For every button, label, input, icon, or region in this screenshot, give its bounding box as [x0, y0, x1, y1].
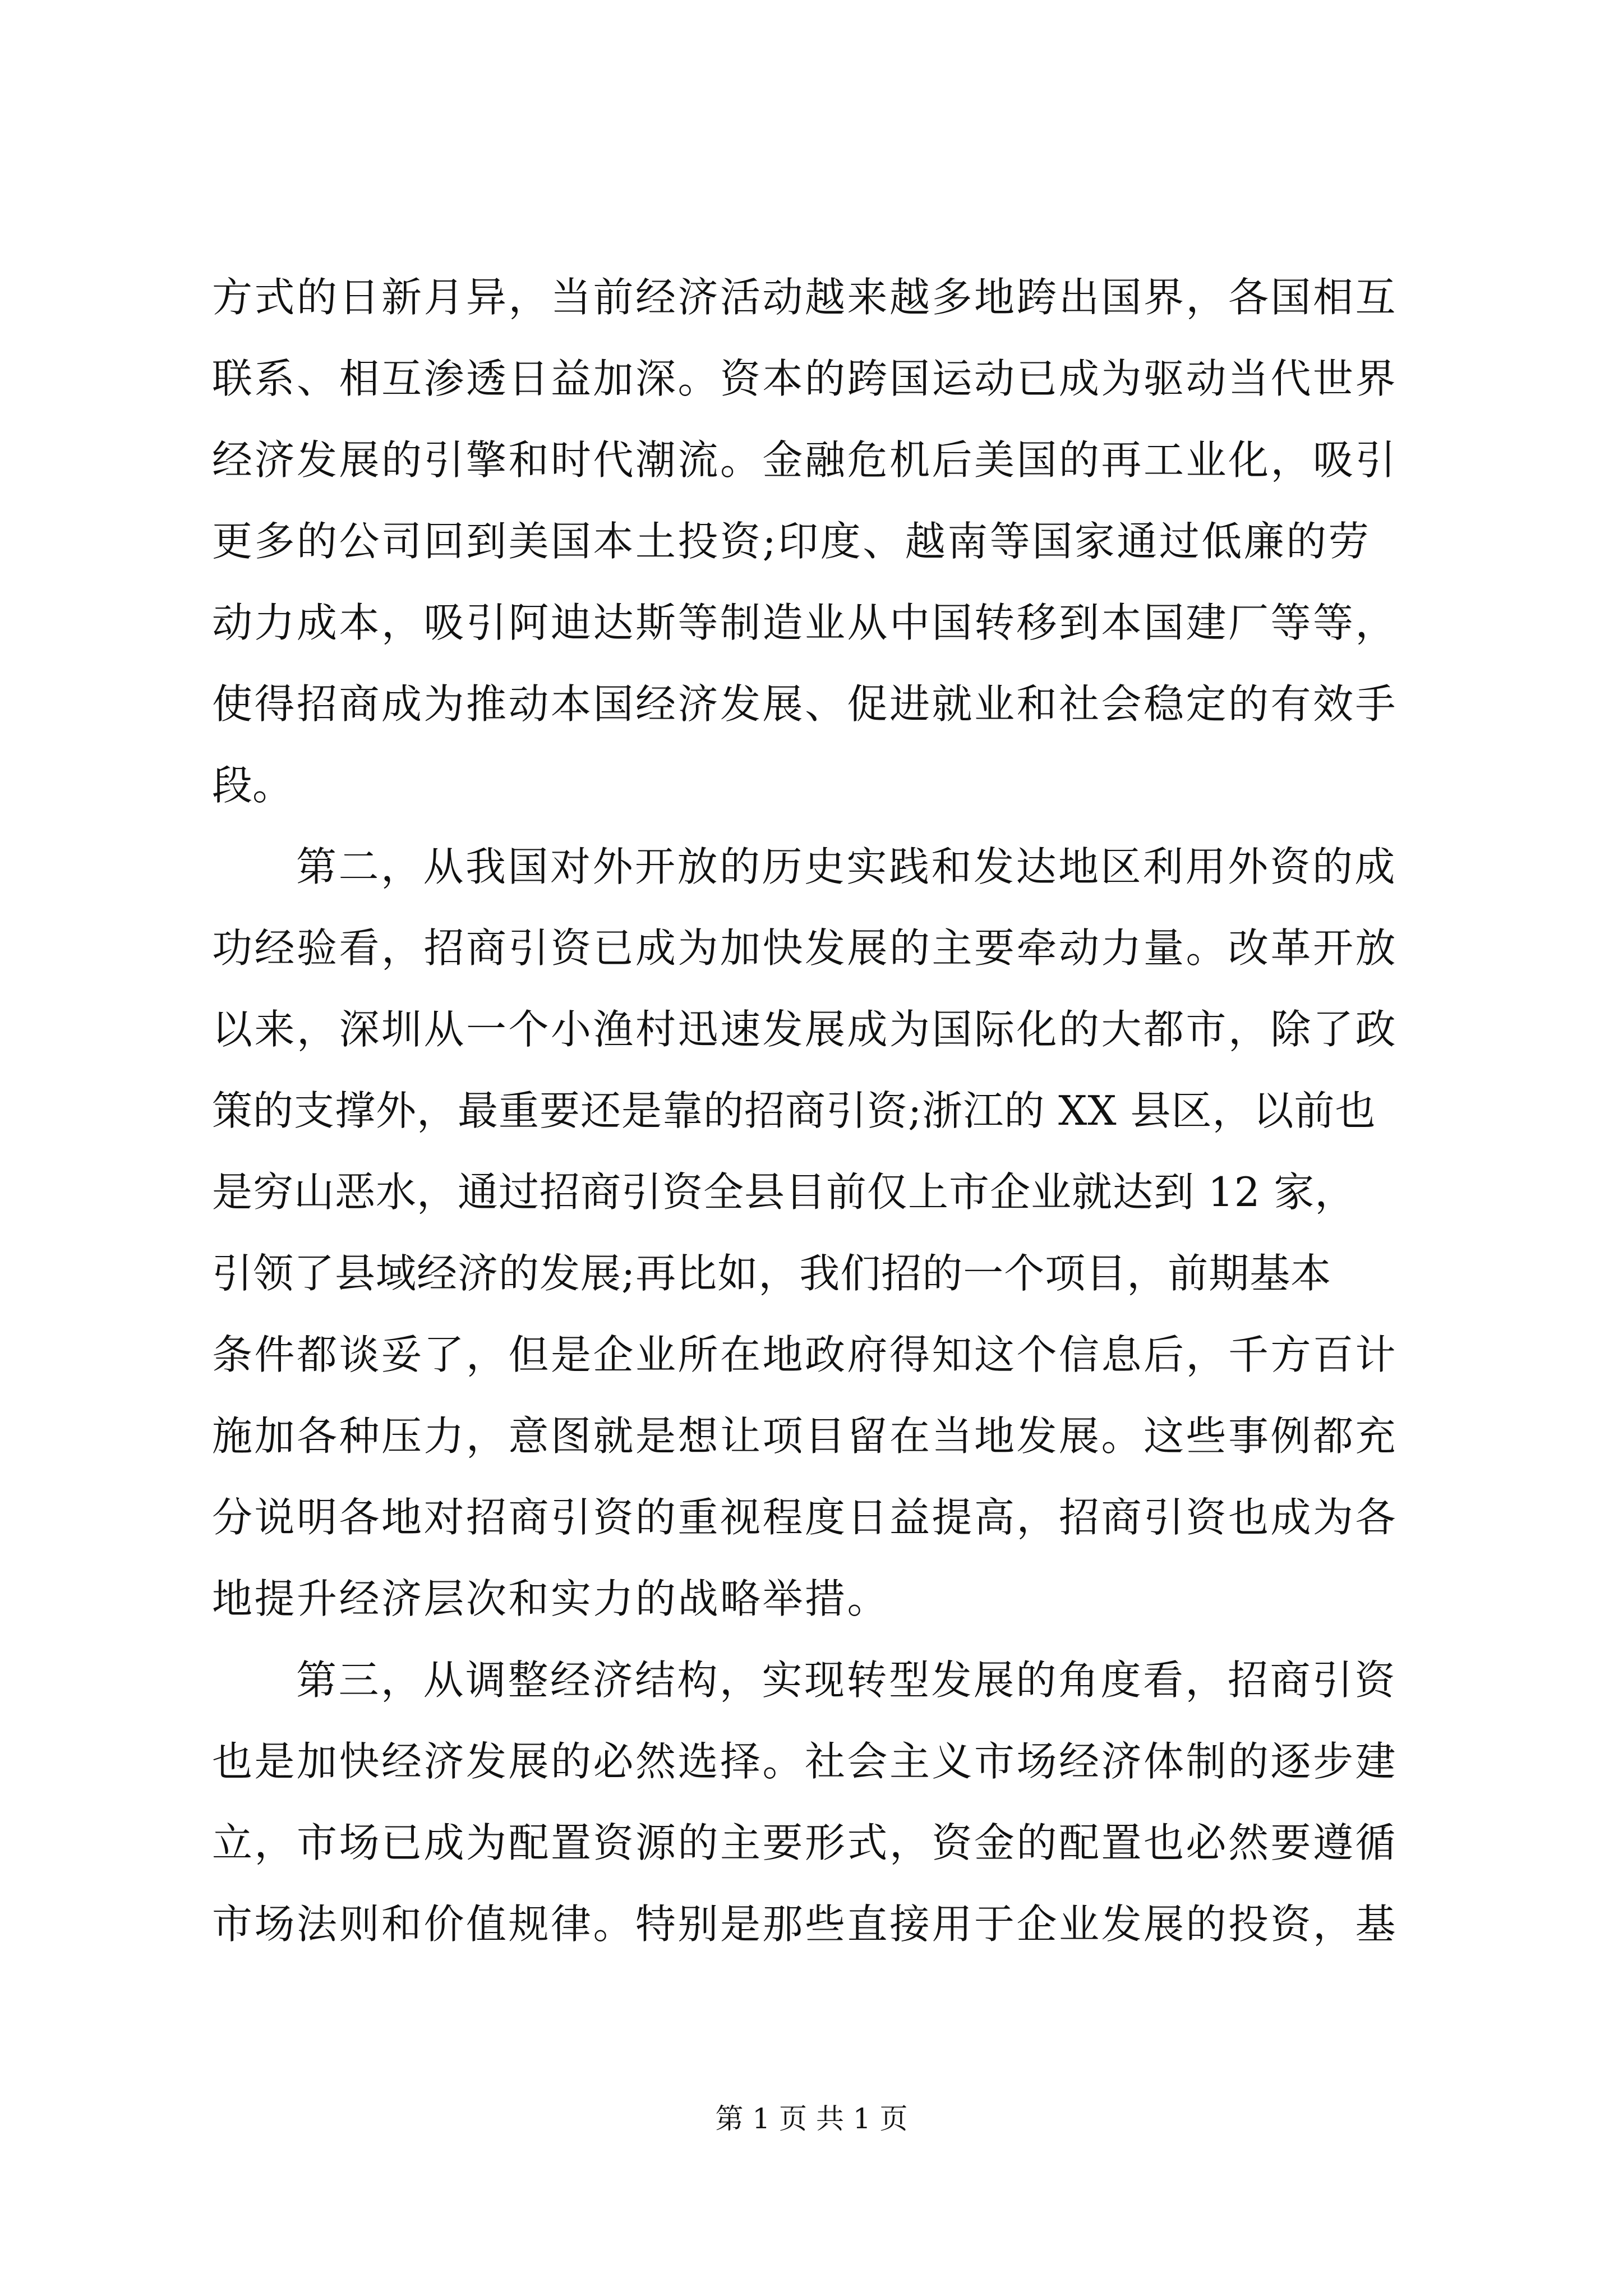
text-line-1: 方式的日新月异，当前经济活动越来越多地跨出国界，各国相互 — [212, 274, 1398, 321]
text-line-21: 市场法则和价值规律。特别是那些直接用于企业发展的投资，基 — [212, 1901, 1398, 1948]
text-line-16: 分说明各地对招商引资的重视程度日益提高，招商引资也成为各 — [212, 1494, 1398, 1541]
text-line-11: 策的支撑外，最重要还是靠的招商引资;浙江的 XX 县区，以前也 — [212, 1087, 1376, 1134]
page-footer: 第 1 页 共 1 页 — [715, 2102, 908, 2135]
document-body — [212, 257, 1412, 1965]
text-line-5: 动力成本，吸引阿迪达斯等制造业从中国转移到本国建厂等等， — [212, 599, 1398, 646]
text-line-13: 引领了县域经济的发展;再比如，我们招的一个项目，前期基本 — [212, 1250, 1332, 1297]
text-line-15: 施加各种压力，意图就是想让项目留在当地发展。这些事例都充 — [212, 1412, 1398, 1460]
text-line-10: 以来，深圳从一个小渔村迅速发展成为国际化的大都市，除了政 — [212, 1006, 1398, 1053]
text-line-7: 段。 — [212, 762, 293, 809]
text-line-14: 条件都谈妥了，但是企业所在地政府得知这个信息后，千方百计 — [212, 1331, 1398, 1378]
text-line-12: 是穷山恶水，通过招商引资全县目前仅上市企业就达到 12 家， — [212, 1168, 1356, 1216]
text-line-4: 更多的公司回到美国本土投资;印度、越南等国家通过低廉的劳 — [212, 518, 1371, 565]
text-line-8: 第二，从我国对外开放的历史实践和发达地区利用外资的成 — [296, 843, 1398, 890]
text-line-18: 第三，从调整经济结构，实现转型发展的角度看，招商引资 — [296, 1657, 1398, 1704]
text-line-6: 使得招商成为推动本国经济发展、促进就业和社会稳定的有效手 — [212, 680, 1398, 728]
text-line-17: 地提升经济层次和实力的战略举措。 — [212, 1575, 890, 1622]
text-line-3: 经济发展的引擎和时代潮流。金融危机后美国的再工业化，吸引 — [212, 436, 1398, 484]
text-line-9: 功经验看，招商引资已成为加快发展的主要牵动力量。改革开放 — [212, 924, 1398, 972]
text-line-2: 联系、相互渗透日益加深。资本的跨国运动已成为驱动当代世界 — [212, 355, 1398, 402]
text-line-20: 立，市场已成为配置资源的主要形式，资金的配置也必然要遵循 — [212, 1819, 1398, 1866]
text-line-19: 也是加快经济发展的必然选择。社会主义市场经济体制的逐步建 — [212, 1738, 1398, 1785]
